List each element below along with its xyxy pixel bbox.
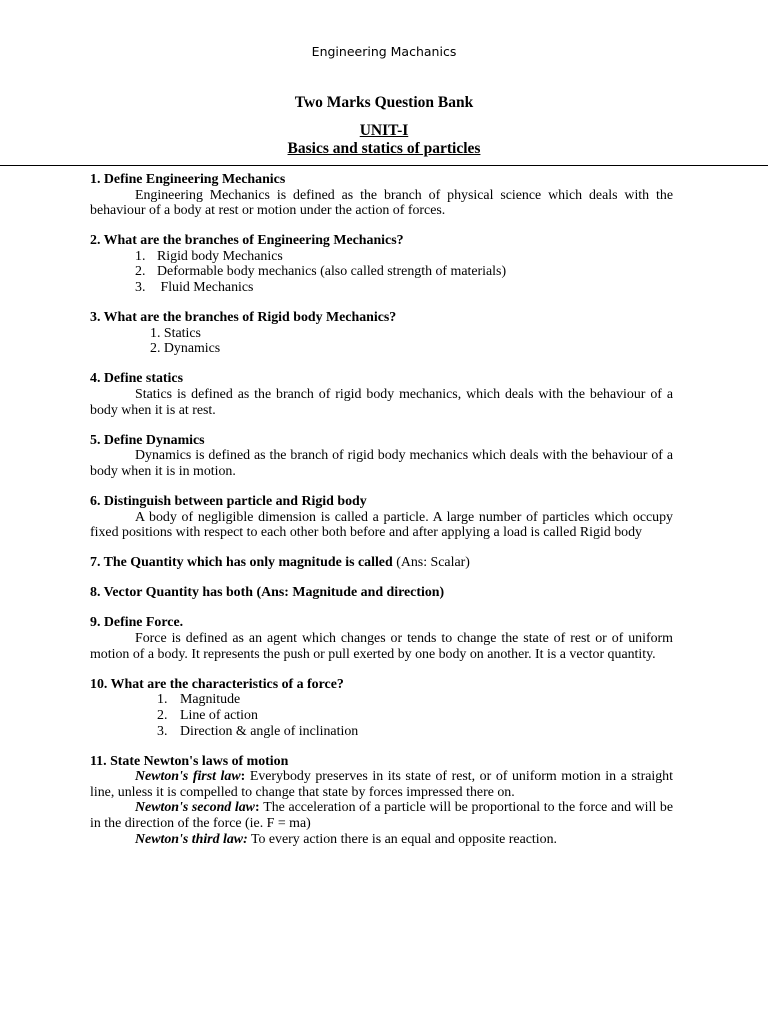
horizontal-rule [0,165,768,166]
question-title: 10. What are the characteristics of a force? [90,676,344,692]
question-10 [90,677,673,739]
question-title: 2. What are the branches of Engineering Mechanics? [90,233,404,249]
question-title: 1. Define Engineering Mechanics [90,172,286,187]
list-item [90,280,673,296]
list-item: 1. Statics [150,325,201,341]
question-2 [90,233,673,295]
law-separator: : [240,769,250,785]
question-6 [90,494,673,541]
newton-third-law [90,832,673,848]
question-5 [90,433,673,480]
law-name: Newton's second law [135,800,255,816]
newton-second-law [90,800,673,831]
question-answer: (Ans: Scalar) [396,555,470,571]
list-number: 3. [135,280,146,296]
list-item [90,708,673,724]
question-list [90,172,673,847]
question-title: 5. Define Dynamics [90,432,205,448]
question-title: 11. State Newton's laws of motion [90,753,289,769]
list-text: Direction & angle of inclination [180,723,359,739]
list-number: 1. [157,692,168,708]
list-item: 2. Dynamics [150,341,221,357]
document-title: Two Marks Question Bank [294,94,474,111]
title-block [0,94,768,158]
running-header: Engineering Machanics [311,44,457,59]
list-text: Deformable body mechanics (also called strength of materials) [157,264,507,280]
list-number: 1. [135,248,146,264]
question-title: 7. The Quantity which has only magnitude is called [90,555,393,571]
answer-list [90,326,673,357]
question-7 [90,555,673,571]
law-text: To every action there is an equal and opposite reaction. [250,831,557,847]
list-number: 2. [135,264,146,280]
question-9 [90,615,673,662]
question-answer: Statics is defined as the branch of rigid body mechanics, which deals with the behaviour of a body when it is at rest. [90,387,673,418]
list-item [90,249,673,265]
question-3 [90,310,673,357]
unit-heading: UNIT-I [359,122,409,139]
unit-subtitle: Basics and statics of particles [287,140,481,157]
question-answer: Force is defined as an agent which changes or tends to change the state of rest or of uniform motion of a body. It represents the push or pull exerted by one body on another. It is a vector quantity. [90,631,673,662]
list-number: 2. [157,707,168,723]
answer-list [90,249,673,296]
law-text: Everybody preserves in its state of rest, or of uniform motion in a straight line, unless it is compelled to change that state by forces impressed there on. [90,769,673,800]
law-name: Newton's first law [135,769,241,785]
question-1 [90,172,673,219]
list-text: Fluid Mechanics [157,280,254,296]
list-item [90,264,673,280]
list-item [90,692,673,708]
list-text: Magnitude [180,692,241,708]
question-title: 3. What are the branches of Rigid body Mechanics? [90,310,397,326]
law-name: Newton's third law: [135,831,248,847]
answer-list [90,692,673,739]
list-number: 3. [157,723,168,739]
question-11 [90,754,673,848]
law-separator: : [254,800,264,816]
list-text: Rigid body Mechanics [157,248,283,264]
question-title: 9. Define Force. [90,615,184,631]
list-item [90,724,673,740]
question-answer: Engineering Mechanics is defined as the branch of physical science which deals with the behaviour of a body at rest or motion under the action of forces. [90,187,673,219]
question-answer: Dynamics is defined as the branch of rigid body mechanics which deals with the behaviour of a body when it is in motion. [90,448,673,479]
question-4 [90,371,673,418]
list-text: Line of action [180,707,258,723]
question-answer: A body of negligible dimension is called a particle. A large number of particles which occupy fixed positions with respect to each other both before and after applying a load is called Rigid body [90,509,673,541]
law-text: The acceleration of a particle will be proportional to the force and will be in the direction of the force (ie. F = ma) [90,800,673,831]
newton-first-law [90,769,673,800]
question-8 [90,585,673,601]
question-title: 8. Vector Quantity has both (Ans: Magnitude and direction) [90,585,445,601]
question-title: 4. Define statics [90,371,183,387]
question-title: 6. Distinguish between particle and Rigid body [90,494,367,509]
